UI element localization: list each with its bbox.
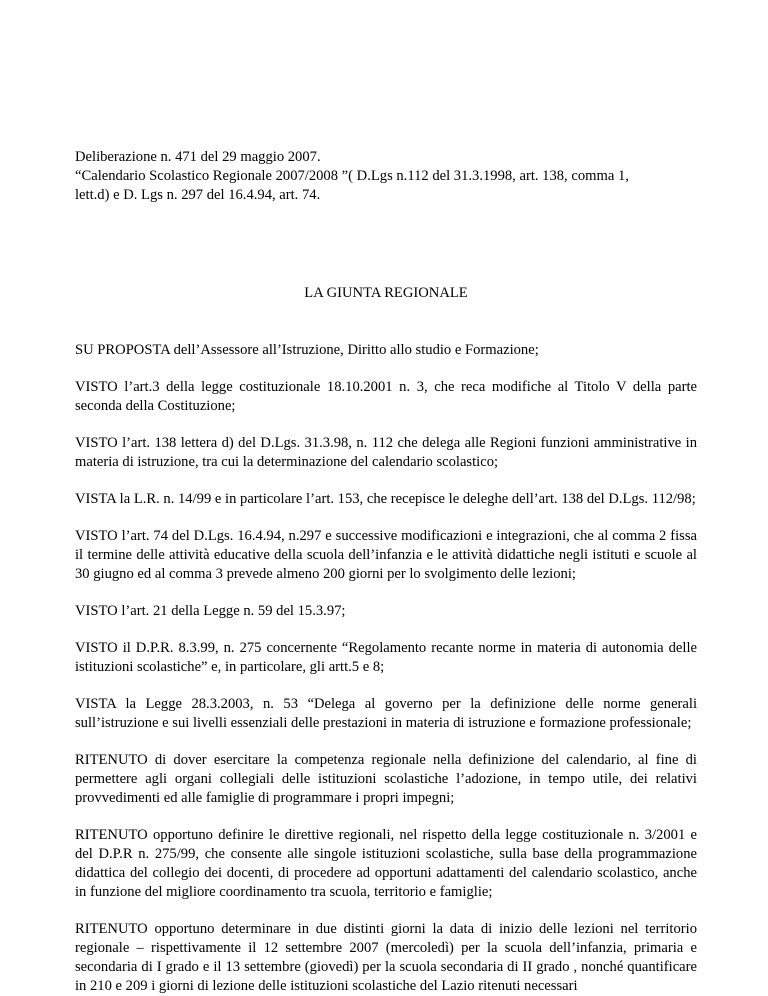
paragraph-visto-dpr-275: VISTO il D.P.R. 8.3.99, n. 275 concernente “Regolamento recante norme in materia di autonomia delle istituzioni scolastiche” e, in particolare, gli artt.5 e 8; <box>75 640 697 675</box>
paragraph-visto-art-74: VISTO l’art. 74 del D.Lgs. 16.4.94, n.297 e successive modificazioni e integrazioni, che al comma 2 fissa il termine delle attività educative della scuola dell’infanzia e le attività didattiche negli istituti e scuole al 30 giugno ed al comma 3 prevede almeno 200 giorni per lo svolgimento delle lezioni; <box>75 528 697 582</box>
deliberation-subject: “Calendario Scolastico Regionale 2007/2008 ”( D.Lgs n.112 del 31.3.1998, art. 138, comma 1, <box>75 168 629 184</box>
paragraph-vista-legge-53: VISTA la Legge 28.3.2003, n. 53 “Delega al governo per la definizione delle norme generali sull’istruzione e sui livelli essenziali delle prestazioni in materia di istruzione e formazione professionale; <box>75 696 697 731</box>
paragraph-visto-art-138: VISTO l’art. 138 lettera d) del D.Lgs. 31.3.98, n. 112 che delega alle Regioni funzioni amministrative in materia di istruzione, tra cui la determinazione del calendario scolastico; <box>75 435 697 470</box>
paragraph-ritenuto-date-inizio: RITENUTO opportuno determinare in due distinti giorni la data di inizio delle lezioni nel territorio regionale – rispettivamente il 12 settembre 2007 (mercoledì) per la scuola dell’infanzia, primaria e secondaria di I grado e il 13 settembre (giovedì) per la scuola secondaria di II grado , nonché quantificare in 210 e 209 i giorni di lezione delle istituzioni scolastiche del Lazio ritenuti necessari <box>75 921 697 994</box>
deliberation-number: Deliberazione n. 471 del 29 maggio 2007. <box>75 149 321 165</box>
document-page <box>75 148 697 996</box>
deliberation-subject-continued: lett.d) e D. Lgs n. 297 del 16.4.94, art. 74. <box>75 187 321 203</box>
paragraph-vista-lr-14-99: VISTA la L.R. n. 14/99 e in particolare l’art. 153, che recepisce le deleghe dell’art. 138 del D.Lgs. 112/98; <box>75 491 696 507</box>
paragraph-visto-constitutional-law: VISTO l’art.3 della legge costituzionale 18.10.2001 n. 3, che reca modifiche al Titolo V della parte seconda della Costituzione; <box>75 379 697 414</box>
paragraph-ritenuto-direttive: RITENUTO opportuno definire le direttive regionali, nel rispetto della legge costituzionale n. 3/2001 e del D.P.R n. 275/99, che consente alle singole istituzioni scolastiche, sulla base della programmazione didattica del collegio dei docenti, di procedere ad opportuni adattamenti del calendario scolastico, anche in funzione del migliore coordinamento tra scuola, territorio e famiglie; <box>75 827 697 900</box>
document-title: LA GIUNTA REGIONALE <box>304 285 468 301</box>
paragraph-visto-art-21: VISTO l’art. 21 della Legge n. 59 del 15.3.97; <box>75 603 346 619</box>
paragraph-proposal: SU PROPOSTA dell’Assessore all’Istruzione, Diritto allo studio e Formazione; <box>75 342 539 358</box>
paragraph-ritenuto-competenza: RITENUTO di dover esercitare la competenza regionale nella definizione del calendario, al fine di permettere agli organi collegiali delle istituzioni scolastiche l’adozione, in tempo utile, dei relativi provvedimenti ed alle famiglie di programmare i propri impegni; <box>75 752 697 806</box>
